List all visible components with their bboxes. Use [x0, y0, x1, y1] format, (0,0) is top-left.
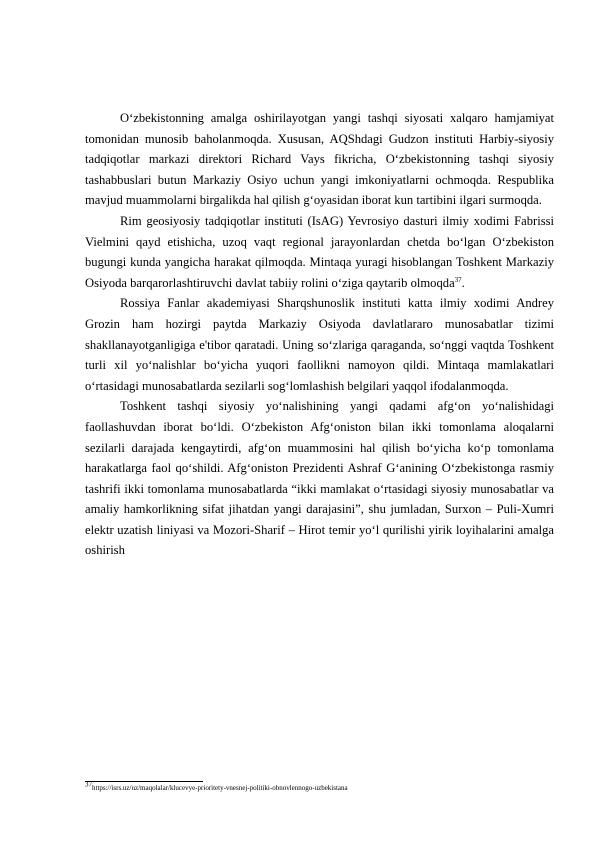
- paragraph-2-text: Rim geosiyosiy tadqiqotlar instituti (IsAG) Yevrosiyo dasturi ilmiy xodimi Fabrissi Vielmini qayd etishicha, uzoq vaqt regional jarayonlardan chetda bo‘lgan O‘zbekiston bugungi kunda yangicha harakat qilmoqda. Mintaqa yuragi hisoblangan Toshkent Markaziy Osiyoda barqarorlashtiruvchi davlat tabiiy rolini o‘ziga qaytarib olmoqda: [85, 213, 554, 290]
- footnote-number: 37: [85, 780, 92, 789]
- paragraph-1: [85, 108, 554, 211]
- footnote-link[interactable]: https://isrs.uz/uz/maqolalar/klucevye-prioritety-vnesnej-politiki-obnovlennogo-uzbekistana: [92, 784, 348, 792]
- paragraph-4-text: Toshkent tashqi siyosiy yo‘nalishining yangi qadami afg‘on yo‘nalishidagi faollashuvdan iborat bo‘ldi. O‘zbekiston Afg‘oniston bilan ikki tomonlama aloqalarni sezilarli darajada kengaytirdi, afg‘on muammosini hal qilish bo‘yicha ko‘p tomonlama harakatlarga faol qo‘shildi. Afg‘oniston Prezidenti Ashraf G‘anining O‘zbekistonga rasmiy tashrifi ikki tomonlama munosabatlarda “ikki mamlakat o‘rtasidagi siyosiy munosabatlar va amaliy hamkorlikning sifat jihatdan yangi darajasini”, shu jumladan, Surxon – Puli-Xumri elektr uzatish liniyasi va Mozori-Sharif – Hirot temir yo‘l qurilishi yirik loyihalarini amalga oshirish: [85, 399, 554, 558]
- footnote-separator: [85, 781, 203, 782]
- paragraph-1-text: O‘zbekistonning amalga oshirilayotgan yangi tashqi siyosati xalqaro hamjamiyat tomonidan munosib baholanmoqda. Xususan, AQShdagi Gudzon instituti Harbiy-siyosiy tadqiqotlar markazi direktori Richard Vays fikricha, O‘zbekistonning tashqi siyosiy tashabbuslari butun Markaziy Osiyo uchun yangi imkoniyatlarni ochmoqda. Respublika mavjud muammolarni birgalikda hal qilish g‘oyasidan iborat kun tartibini ilgari surmoqda.: [85, 111, 554, 208]
- document-body: [85, 108, 554, 561]
- footnote-reference[interactable]: 37: [454, 275, 462, 284]
- paragraph-4: [85, 396, 554, 561]
- paragraph-3-text: Rossiya Fanlar akademiyasi Sharqshunoslik instituti katta ilmiy xodimi Andrey Grozin ham hozirgi paytda Markaziy Osiyoda davlatlararo munosabatlar tizimi shakllanayotganligiga e'tibor qaratadi. Uning so‘zlariga qaraganda, so‘nggi vaqtda Toshkent turli xil yo‘nalishlar bo‘yicha yuqori faollikni namoyon qildi. Mintaqa mamlakatlari o‘rtasidagi munosabatlarda sezilarli sog‘lomlashish belgilari yaqqol ifodalanmoqda.: [85, 296, 554, 393]
- footnote: [85, 780, 554, 793]
- paragraph-3: [85, 293, 554, 396]
- paragraph-2-tail: .: [461, 275, 465, 290]
- paragraph-2: [85, 211, 554, 293]
